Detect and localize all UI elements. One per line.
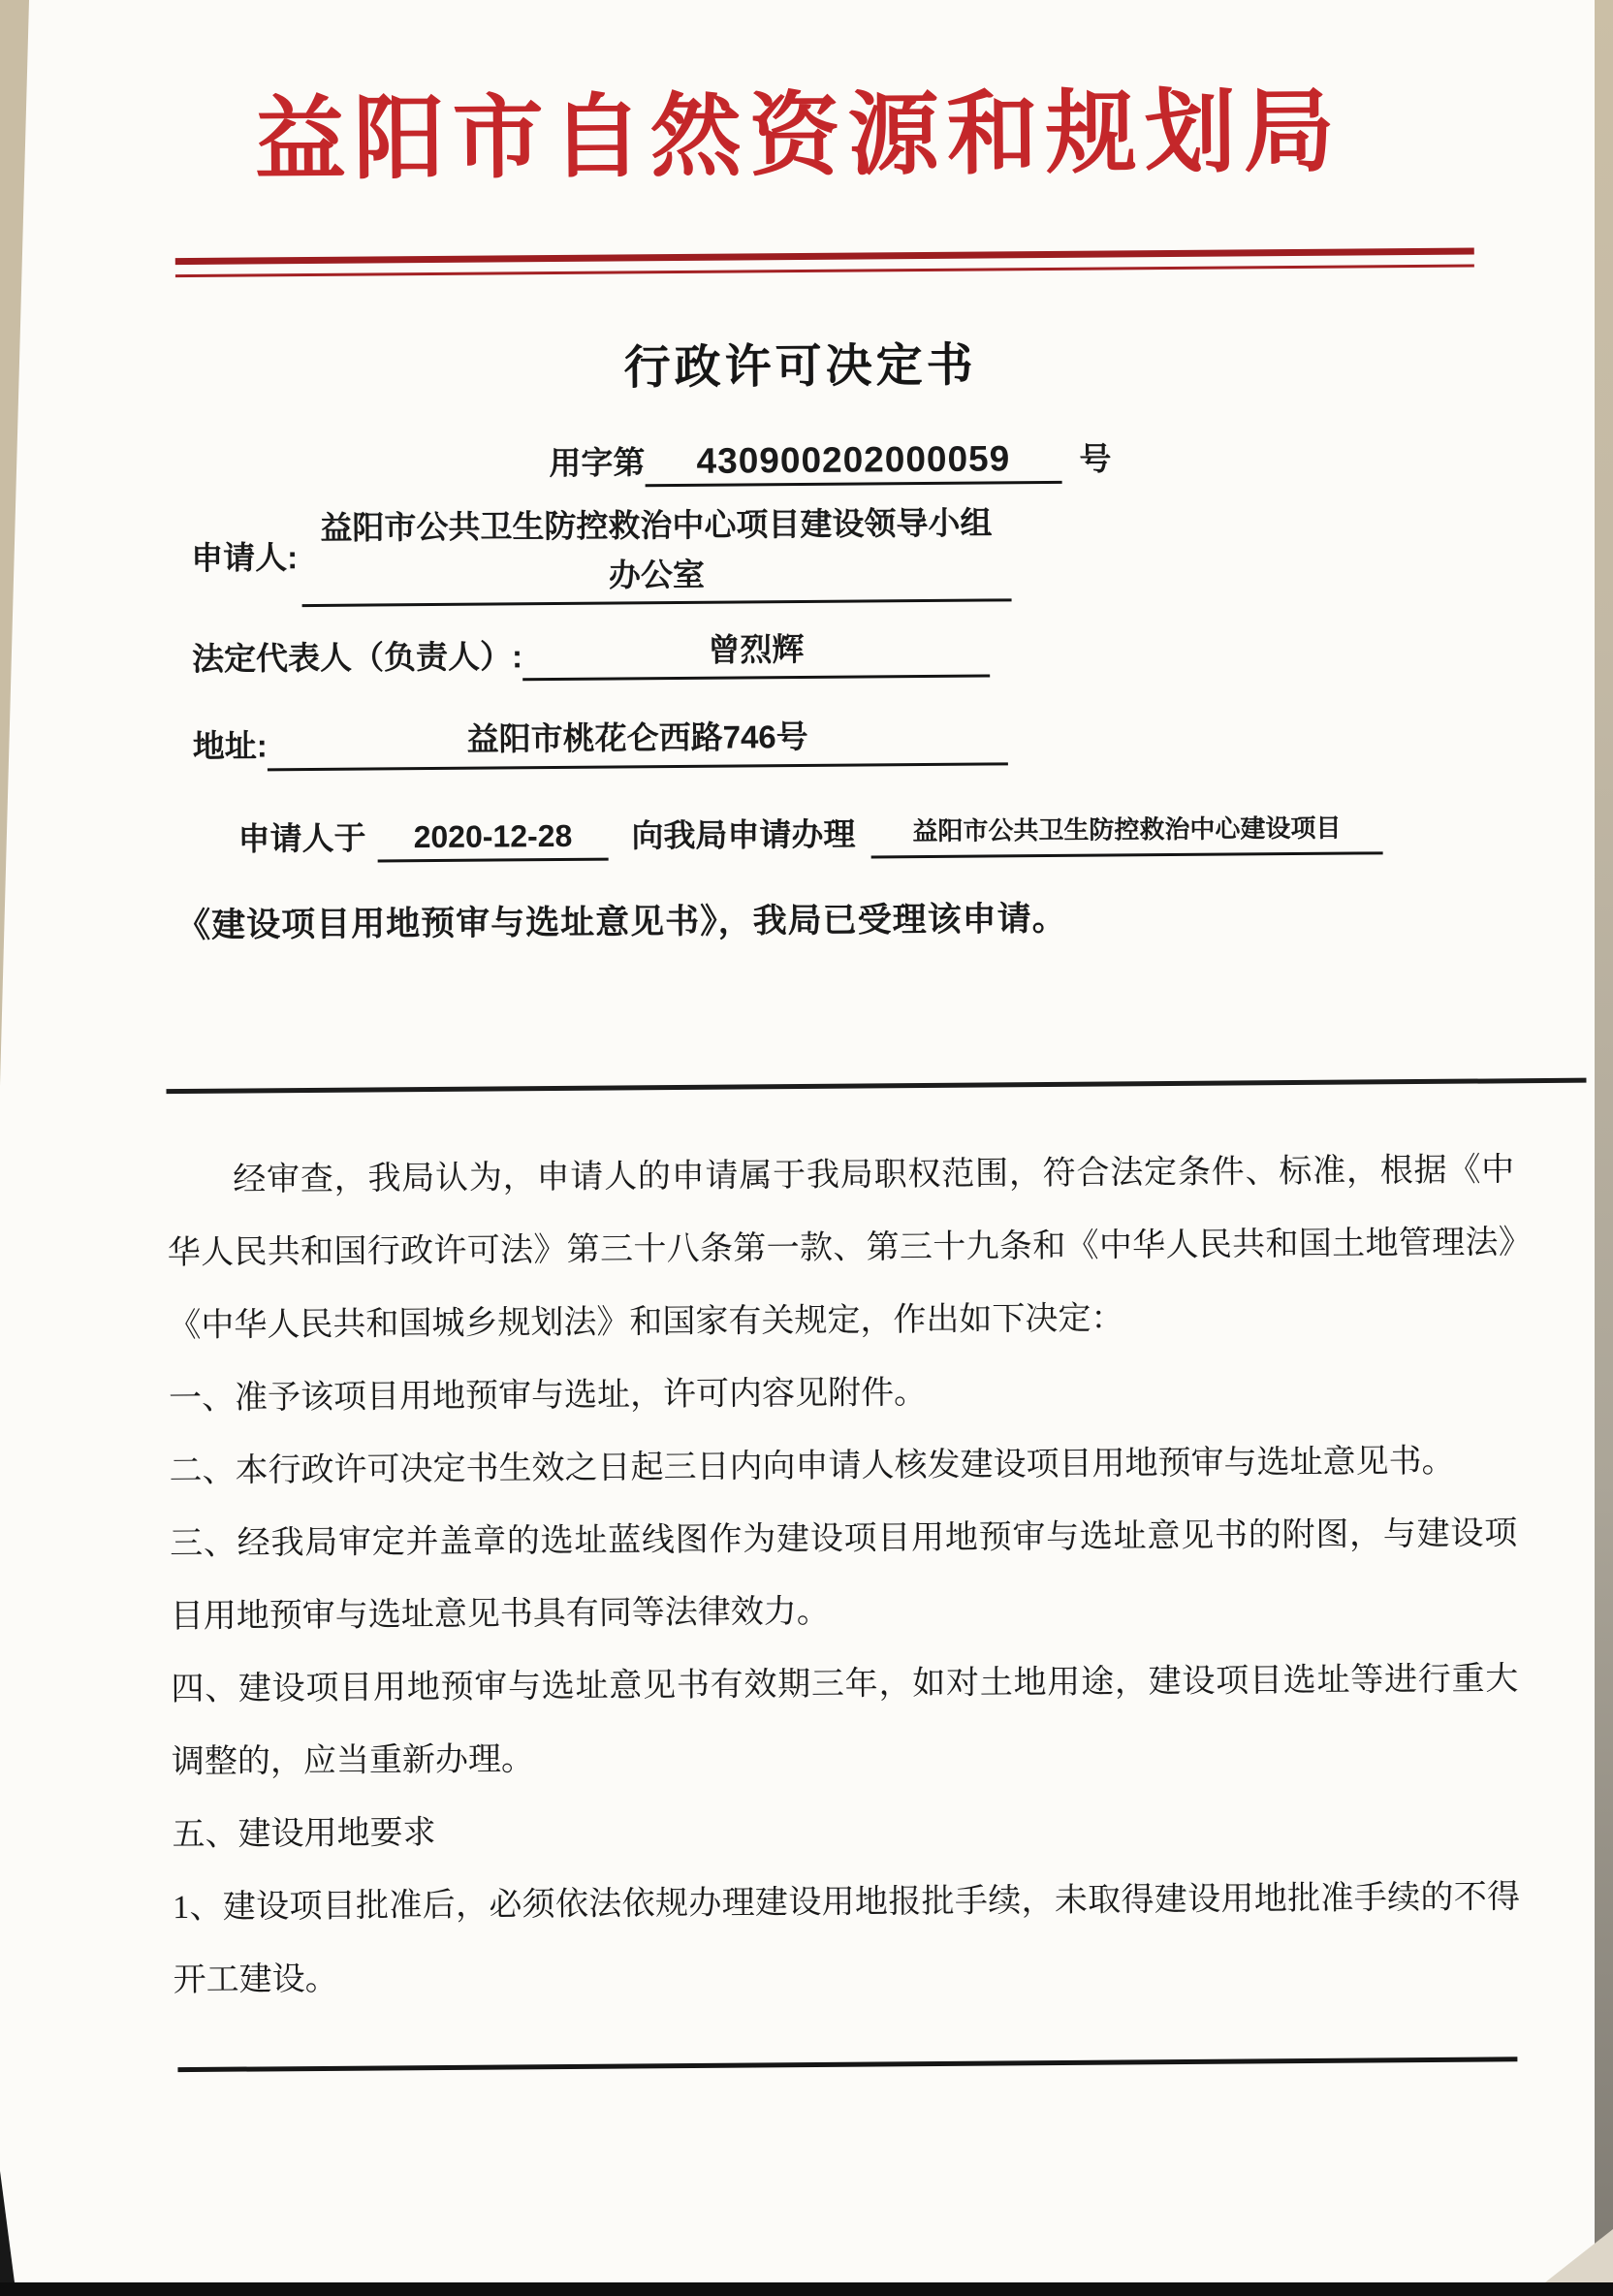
applicant-label: 申请人: bbox=[191, 539, 299, 577]
body-paragraph-review: 经审查，我局认为，申请人的申请属于我局职权范围，符合法定条件、标准，根据《中华人民共和国行政许可法》第三十八条第一款、第三十九条和《中华人民共和国土地管理法》《中华人民共和国城乡规划法》和国家有关规定，作出如下决定： bbox=[167, 1151, 1515, 1344]
doc-number-row bbox=[52, 430, 1607, 492]
address-label: 地址: bbox=[192, 727, 268, 764]
header-double-rule-inner bbox=[175, 265, 1474, 278]
legal-representative-value: 曾烈辉 bbox=[522, 623, 990, 682]
legal-representative-row bbox=[192, 619, 1609, 685]
body-paragraph-item3: 三、经我局审定并盖章的选址蓝线图作为建设项目用地预审与选址意见书的附图，与建设项目用地预审与选址意见书具有同等法律效力。 bbox=[170, 1515, 1518, 1635]
application-date: 2020-12-28 bbox=[377, 817, 608, 862]
scan-edge-bottom bbox=[0, 2282, 1613, 2296]
decision-body bbox=[167, 1133, 1521, 2017]
legal-representative-label: 法定代表人（负责人）: bbox=[191, 638, 523, 677]
header-double-rule bbox=[175, 248, 1474, 278]
scan-edge-right bbox=[1595, 0, 1613, 2283]
section-divider-rule bbox=[166, 1077, 1586, 1094]
form-section bbox=[0, 430, 1611, 948]
body-paragraph-item1: 一、准予该项目用地预审与选址，许可内容见附件。 bbox=[168, 1374, 928, 1417]
application-middle-text: 向我局申请办理 bbox=[631, 815, 856, 853]
doc-number-suffix: 号 bbox=[1079, 440, 1112, 477]
doc-number-prefix: 用字第 bbox=[549, 444, 646, 482]
acceptance-line: 《建设项目用地预审与选址意见书》，我局已受理该申请。 bbox=[176, 899, 1067, 944]
application-project-name: 益阳市公共卫生防控救治中心建设项目 bbox=[870, 808, 1382, 858]
applicant-row bbox=[191, 493, 1609, 608]
doc-number-value: 430900202000059 bbox=[645, 438, 1061, 487]
body-paragraph-land-requirement: 1、建设项目批准后，必须依法依规办理建设用地报批手续，未取得建设用地批准手续的不得开工建设。 bbox=[172, 1878, 1521, 1998]
body-paragraph-item5-heading: 五、建设用地要求 bbox=[172, 1814, 436, 1853]
applicant-value: 益阳市公共卫生防控救治中心项目建设领导小组办公室 bbox=[320, 504, 993, 593]
body-paragraph-item4: 四、建设项目用地预审与选址意见书有效期三年，如对土地用途，建设项目选址等进行重大调整的，应当重新办理。 bbox=[171, 1660, 1519, 1780]
footer-rule bbox=[177, 2057, 1517, 2072]
document-title: 行政许可决定书 bbox=[623, 339, 977, 395]
agency-header: 益阳市自然资源和规划局 bbox=[254, 80, 1344, 191]
address-value: 益阳市桃花仑西路746号 bbox=[267, 711, 1007, 771]
body-paragraph-item2: 二、本行政许可决定书生效之日起三日内向申请人核发建设项目用地预审与选址意见书。 bbox=[169, 1443, 1455, 1489]
address-row bbox=[192, 706, 1609, 772]
applicant-value-underline bbox=[301, 497, 1012, 607]
application-prefix: 申请人于 bbox=[237, 819, 366, 857]
application-row bbox=[237, 803, 1610, 863]
